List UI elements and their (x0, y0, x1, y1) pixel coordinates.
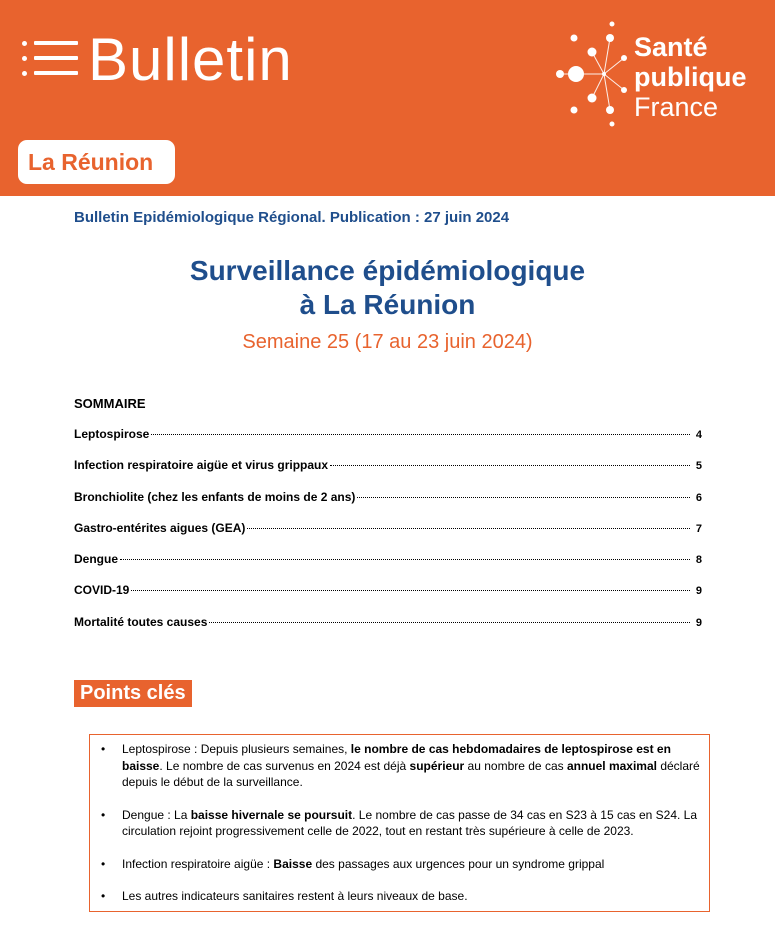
toc-label[interactable]: Gastro-entérites aigues (GEA) (74, 520, 246, 535)
toc-item-gea[interactable] (74, 521, 702, 552)
toc-leader (120, 559, 690, 560)
logo-line-2: publique (634, 62, 747, 92)
key-point-text: Dengue : La (122, 807, 191, 822)
key-point-text: Les autres indicateurs sanitaires restent à leurs niveaux de base. (122, 889, 468, 903)
header-banner (0, 0, 775, 196)
publication-line: Bulletin Epidémiologique Régional. Publication : 27 juin 2024 (74, 209, 510, 226)
key-point-bold: le nombre de cas hebdomadaires de leptospirose est en baisse (122, 742, 671, 773)
key-point-text: déclaré depuis le début de la surveillance. (122, 758, 700, 789)
toc-item-mortalite[interactable] (74, 615, 702, 646)
toc-leader (247, 528, 690, 529)
logo-line-3: France (634, 92, 719, 122)
toc-label[interactable]: Mortalité toutes causes (74, 614, 208, 629)
key-point-text: . Le nombre de cas survenus en 2024 est déjà (159, 758, 410, 773)
key-point-bold: annuel maximal (566, 758, 657, 773)
toc-label[interactable]: Dengue (74, 552, 119, 567)
toc-item-dengue[interactable] (74, 552, 702, 583)
menu-icon[interactable] (22, 38, 78, 80)
toc-leader (330, 465, 690, 466)
toc-item-covid[interactable] (74, 583, 702, 614)
key-points-heading: Points clés (74, 680, 192, 707)
toc-item-leptospirose[interactable] (74, 427, 702, 458)
toc-label[interactable]: Bronchiolite (chez les enfants de moins de 2 ans) (74, 489, 356, 504)
toc-leader (131, 590, 690, 591)
toc-page: 6 (695, 491, 702, 504)
toc-page: 4 (695, 429, 702, 441)
toc-page: 9 (695, 585, 702, 598)
title-line-1: Surveillance épidémiologique (189, 255, 586, 286)
toc-label[interactable]: COVID-19 (74, 583, 130, 598)
bullet-icon: • (101, 889, 106, 903)
bullet-icon: • (101, 807, 106, 822)
toc-page: 8 (695, 554, 702, 567)
toc-page: 9 (695, 616, 702, 629)
table-of-contents (74, 427, 702, 646)
title-line-2: à La Réunion (299, 289, 476, 320)
key-points-box (89, 734, 710, 912)
key-point-bold: baisse hivernale se poursuit (190, 807, 353, 822)
toc-leader (357, 497, 690, 498)
summary-heading: SOMMAIRE (74, 396, 146, 411)
logo-line-1: Santé (634, 32, 708, 62)
toc-leader (209, 622, 690, 623)
key-point-bold: Baisse (273, 856, 313, 871)
key-point-text: au nombre de cas (464, 758, 567, 773)
toc-label[interactable]: Infection respiratoire aigüe et virus grippaux (74, 458, 329, 473)
week-label: Semaine 25 (17 au 23 juin 2024) (242, 331, 533, 353)
page-title (0, 254, 775, 322)
bullet-icon: • (101, 742, 106, 756)
key-point-text: Leptospirose : Depuis plusieurs semaines, (122, 742, 351, 756)
bullet-icon: • (101, 856, 106, 871)
toc-leader (151, 434, 690, 435)
toc-page: 5 (695, 460, 702, 473)
molecule-icon (552, 18, 632, 133)
key-point-item (98, 807, 701, 840)
key-point-item (98, 856, 701, 873)
key-point-bold: supérieur (409, 758, 465, 773)
toc-item-bronchiolite[interactable] (74, 490, 702, 521)
key-point-item (98, 741, 701, 791)
toc-item-ira[interactable] (74, 458, 702, 489)
sante-publique-logo (552, 18, 762, 133)
key-point-text: des passages aux urgences pour un syndrome grippal (312, 856, 605, 871)
brand-title: Bulletin (88, 26, 293, 93)
key-point-text: Infection respiratoire aigüe : (122, 856, 274, 871)
region-badge: La Réunion (18, 140, 175, 184)
toc-label[interactable]: Leptospirose (74, 427, 150, 441)
key-point-text: . Le nombre de cas passe de 34 cas en S23 à 15 cas en S24. La circulation rejoint progressivement celle de 2022, tout en restant très supérieure à celle de 2023. (122, 807, 698, 838)
toc-page: 7 (695, 522, 702, 535)
key-point-item (98, 888, 701, 905)
